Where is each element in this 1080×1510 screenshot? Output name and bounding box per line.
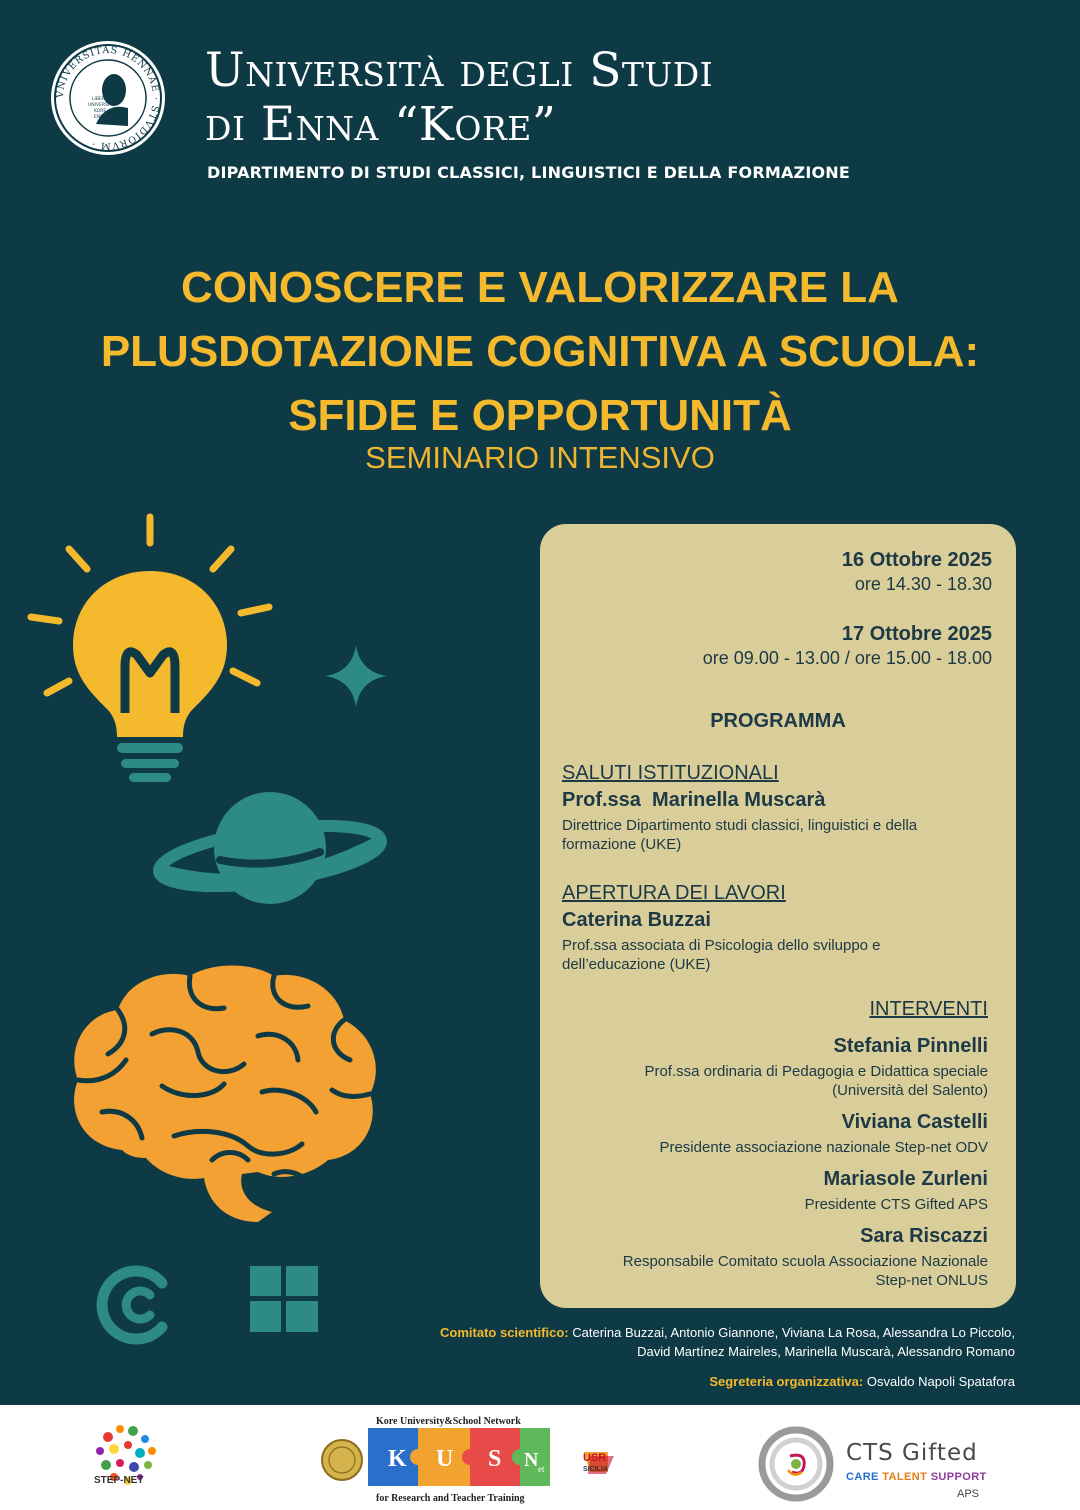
seminar-title (0, 256, 1080, 448)
speaker-role-line: (Università del Salento) (832, 1082, 988, 1099)
speaker-role: Presidente CTS Gifted APS (804, 1196, 988, 1213)
department-name: DIPARTIMENTO DI STUDI CLASSICI, LINGUISTICI E DELLA FORMAZIONE (207, 163, 851, 182)
kusn-top-label: Kore University&School Network (376, 1416, 521, 1427)
speaker-item (558, 1108, 988, 1157)
kusn-net: et (538, 1464, 545, 1474)
apertura-section (562, 880, 992, 974)
cts-gifted-tagline (846, 1471, 987, 1483)
speaker-item (558, 1032, 988, 1100)
speaker-role: Presidente associazione nazionale Step-net ODV (659, 1139, 988, 1156)
kusn-letter-k: K (388, 1446, 407, 1472)
usr-label: USR (583, 1452, 607, 1464)
cts-care: CARE (846, 1471, 879, 1483)
seminar-title-line2: PLUSDOTAZIONE COGNITIVA A SCUOLA: (100, 327, 980, 376)
kusn-bottom-label: for Research and Teacher Training (376, 1493, 525, 1504)
schedule-date: 17 Ottobre 2025 (841, 623, 992, 645)
sparkle-star-icon (325, 645, 387, 707)
seminar-title-line3: SFIDE E OPPORTUNITÀ (288, 391, 792, 440)
schedule-time: ore 09.00 - 13.00 / ore 15.00 - 18.00 (702, 648, 992, 668)
speaker-role-line: Responsabile Comitato scuola Associazione Nazionale (622, 1253, 988, 1270)
committee-members-line2: David Martínez Maireles, Marinella Muscarà, Alessandro Romano (637, 1344, 1015, 1359)
university-seal-icon (48, 38, 168, 158)
secretary-label: Segreteria organizzativa: (709, 1374, 864, 1389)
speaker-role (562, 936, 992, 974)
svg-text:KORE: KORE (94, 109, 107, 114)
svg-text:LIBERA: LIBERA (92, 97, 108, 102)
speaker-item (558, 1165, 988, 1214)
scientific-committee (255, 1323, 1015, 1361)
kusn-letter-u: U (436, 1446, 454, 1472)
lightbulb-icon (25, 505, 275, 785)
copyright-c-icon (92, 1265, 180, 1345)
svg-text:UNIVERSITÀ: UNIVERSITÀ (88, 103, 115, 108)
speaker-name: Prof.ssa Marinella Muscarà (562, 789, 826, 811)
seminar-subtitle: SEMINARIO INTENSIVO (365, 440, 715, 475)
speaker-role-line: Prof.ssa associata di Psicologia dello sviluppo e (562, 937, 881, 954)
cts-support: SUPPORT (930, 1471, 987, 1483)
saluti-heading: SALUTI ISTITUZIONALI (562, 762, 779, 784)
university-name-line1: Università degli Studi (205, 43, 714, 98)
usr-sicilia-logo (583, 1452, 608, 1476)
speaker-item (558, 1222, 988, 1290)
schedule-day-1 (842, 548, 992, 596)
sicilia-label: SICILIA (583, 1466, 608, 1473)
organizing-secretary (709, 1374, 1015, 1389)
secretary-name: Osvaldo Napoli Spatafora (866, 1374, 1015, 1389)
speaker-role-line: Direttrice Dipartimento studi classici, linguistici e della (562, 817, 918, 834)
speaker-name: Caterina Buzzai (562, 909, 711, 931)
speaker-role (558, 1062, 988, 1100)
committee-label: Comitato scientifico: (440, 1325, 569, 1340)
speaker-name: Mariasole Zurleni (823, 1168, 988, 1190)
interventi-section (558, 996, 988, 1298)
saluti-section (562, 760, 992, 854)
speaker-role (558, 1252, 988, 1290)
apertura-heading: APERTURA DEI LAVORI (562, 882, 786, 904)
speaker-role-line: formazione (UKE) (562, 836, 682, 853)
schedule-day-2 (703, 622, 992, 670)
speaker-name: Stefania Pinnelli (833, 1035, 988, 1057)
cts-gifted-name: CTS Gifted (846, 1440, 978, 1466)
committee-members-line1: Caterina Buzzai, Antonio Giannone, Viviana La Rosa, Alessandra Lo Piccolo, (572, 1325, 1015, 1340)
university-name-line2: di Enna “Kore” (205, 97, 557, 152)
speaker-role-line: dell’educazione (UKE) (562, 956, 711, 973)
university-name (205, 44, 713, 152)
kusn-letter-n: N (524, 1449, 539, 1471)
schedule-time: ore 14.30 - 18.30 (854, 574, 992, 594)
speaker-name: Sara Riscazzi (860, 1225, 988, 1247)
speaker-name: Viviana Castelli (841, 1111, 988, 1133)
speaker-role (562, 816, 992, 854)
cts-aps: APS (957, 1488, 980, 1500)
planet-icon (150, 790, 390, 910)
stepnet-label: STEP-NET (94, 1475, 144, 1486)
program-heading: PROGRAMMA (710, 710, 846, 732)
kusn-letter-s: S (488, 1446, 502, 1472)
speaker-role-line: Prof.ssa ordinaria di Pedagogia e Didattica speciale (644, 1063, 988, 1080)
speaker-role-line: Step-net ONLUS (875, 1272, 988, 1289)
cts-gifted-logo-icon (758, 1426, 834, 1502)
schedule-date: 16 Ottobre 2025 (841, 549, 992, 571)
stepnet-logo (88, 1419, 168, 1507)
program-card (540, 524, 1016, 1308)
seminar-title-line1: CONOSCERE E VALORIZZARE LA (181, 263, 899, 312)
brain-icon (62, 960, 387, 1225)
svg-text:ENNA: ENNA (94, 115, 107, 120)
interventi-heading: INTERVENTI (869, 998, 988, 1020)
svg-text:VNIVERSITAS HENNAE · STVDIORVM: VNIVERSITAS HENNAE · STVDIORVM · (54, 44, 162, 152)
cts-talent: TALENT (882, 1471, 928, 1483)
